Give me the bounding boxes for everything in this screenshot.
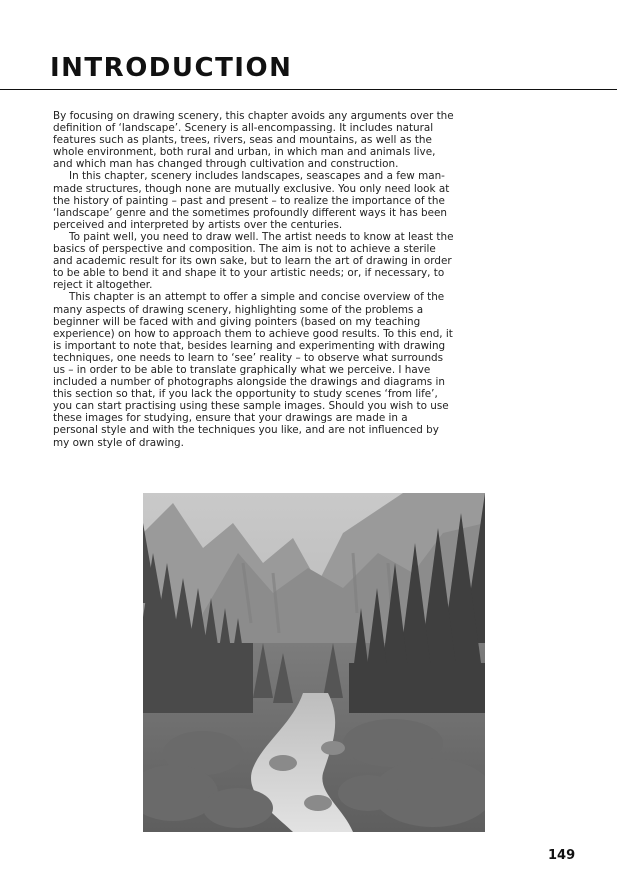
- mountain-stream-photo: [143, 493, 485, 832]
- title-rule: [0, 89, 617, 90]
- paragraph-3: To paint well, you need to draw well. The artist needs to know at least the basics of perspective and composition. The aim is not to achieve a sterile and academic result for its own sake, but to learn the art of drawing in order to be able to bend it and shape it to your artistic needs; or, if necessary, to reject it altogether.: [53, 230, 454, 292]
- page-number: 149: [548, 848, 576, 863]
- body-text: [53, 110, 455, 449]
- page-title: INTRODUCTION: [50, 53, 293, 83]
- paragraph-2: In this chapter, scenery includes landscapes, seascapes and a few man-made structures, though none are mutually exclusive. You only need look at the history of painting – past and present – to realize the importance of the ‘landscape’ genre and the sometimes profoundly different ways it has been perceived and interpreted by artists over the centuries.: [53, 170, 450, 231]
- paragraph-1: By focusing on drawing scenery, this chapter avoids any arguments over the definition of ‘landscape’. Scenery is all-encompassing. It includes natural features such as plants, trees, rivers, seas and mountains, as well as the whole environment, both rural and urban, in which man and animals live, and which man has changed through cultivation and construction.: [53, 110, 454, 171]
- paragraph-4: This chapter is an attempt to offer a simple and concise overview of the many aspects of drawing scenery, highlighting some of the problems a beginner will be faced with and giving pointers (based on my teaching experience) on how to approach them to achieve good results. To this end, it is important to note that, besides learning and experimenting with drawing techniques, one needs to learn to ‘see’ reality – to observe what surrounds us – in order to be able to translate graphically what we perceive. I have included a number of photographs alongside the drawings and diagrams in this section so that, if you lack the opportunity to study scenes ‘from life’, you can start practising using these sample images. Should you wish to use these images for studying, ensure that your drawings are made in a personal style and with the techniques you like, and are not influenced by my own style of drawing.: [53, 291, 453, 449]
- mountain-stream-image: [143, 493, 485, 832]
